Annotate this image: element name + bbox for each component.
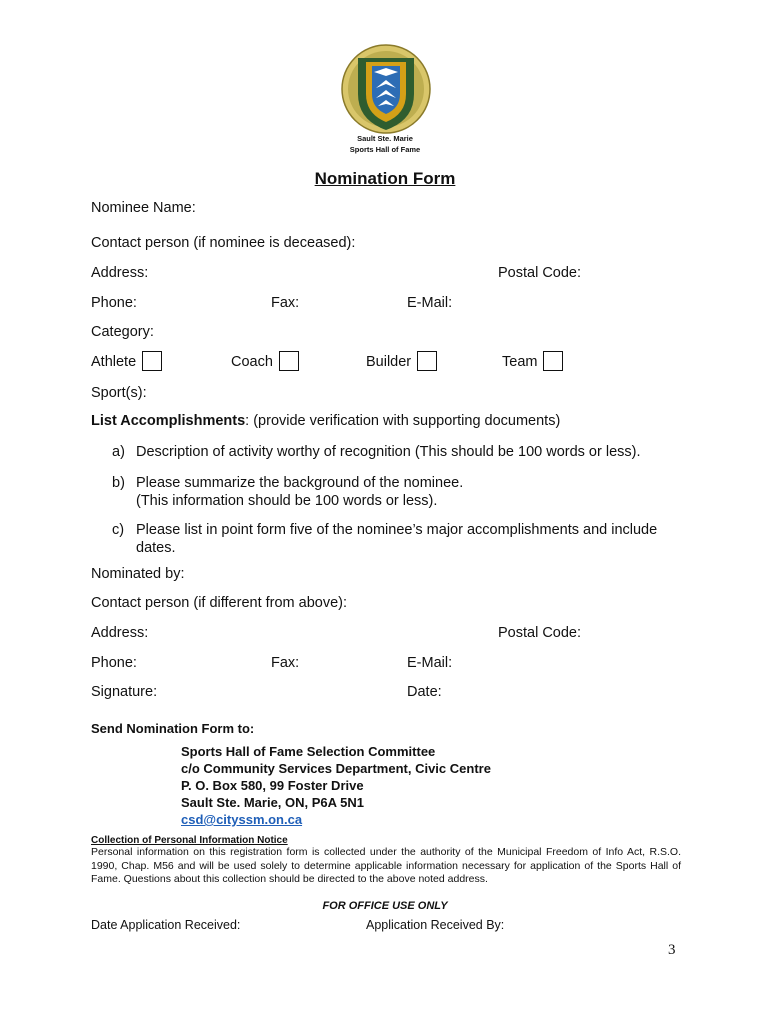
office-use-heading: FOR OFFICE USE ONLY: [322, 900, 448, 912]
accomplishments-heading: [91, 413, 560, 429]
accomplishment-text: Please list in point form five of the nominee’s major accomplishments and include: [136, 522, 658, 538]
received-by-label: Application Received By:: [366, 918, 505, 932]
privacy-notice: [91, 835, 681, 887]
accomplishment-marker: a): [112, 444, 125, 460]
category-coach-label: Coach: [231, 354, 273, 370]
accomplishment-item-a: [112, 444, 641, 460]
category-coach: [231, 352, 299, 372]
hall-of-fame-crest-icon: [336, 44, 436, 134]
nominator-address-label: Address:: [91, 625, 149, 641]
category-athlete-checkbox[interactable]: [142, 351, 162, 371]
send-heading: Send Nomination Form to:: [91, 721, 255, 736]
sport-label: Sport(s):: [91, 385, 147, 401]
nominator-fax-label: Fax:: [271, 655, 300, 671]
nominee-address-label: Address:: [91, 265, 149, 281]
category-builder: [366, 352, 437, 372]
accomplishments-heading-bold: List Accomplishments: [91, 413, 246, 429]
category-team: [502, 352, 563, 372]
address-line: P. O. Box 580, 99 Foster Drive: [181, 778, 364, 793]
accomplishment-text-continued: dates.: [136, 540, 176, 556]
nominee-phone-label: Phone:: [91, 295, 137, 311]
category-builder-label: Builder: [366, 354, 412, 370]
category-label: Category:: [91, 324, 154, 340]
mailing-address: [181, 743, 491, 828]
category-athlete-label: Athlete: [91, 354, 137, 370]
accomplishment-marker: c): [112, 522, 125, 538]
nominator-postal-label: Postal Code:: [498, 625, 582, 641]
nominee-name-label: Nominee Name:: [91, 200, 196, 216]
nominator-phone-label: Phone:: [91, 655, 137, 671]
logo-line-2: Sports Hall of Fame: [349, 145, 421, 154]
accomplishment-text: Description of activity worthy of recognition (This should be 100 words or less).: [136, 444, 641, 460]
nominated-by-label: Nominated by:: [91, 566, 185, 582]
page-title: Nomination Form: [314, 169, 456, 188]
nominator-email-label: E-Mail:: [407, 655, 453, 671]
logo: [336, 44, 436, 134]
notice-body: Personal information on this registration form is collected under the authority of the Municipal Freedom of Info Act, R.S.O. 1990, Chap. M56 and will be used solely to determine applicable information necessary for application of the Sports Hall of Fame. Questions about this collection should be directed to the above noted address.: [91, 846, 681, 885]
nominator-contact-label: Contact person (if different from above):: [91, 595, 348, 611]
date-received-label: Date Application Received:: [91, 918, 241, 932]
nominee-contact-label: Contact person (if nominee is deceased):: [91, 235, 356, 251]
nominee-email-label: E-Mail:: [407, 295, 453, 311]
category-athlete: [91, 352, 162, 372]
email-link[interactable]: csd@cityssm.on.ca: [181, 812, 303, 827]
address-line: Sault Ste. Marie, ON, P6A 5N1: [181, 795, 365, 810]
logo-caption: [300, 133, 470, 155]
nominee-fax-label: Fax:: [271, 295, 300, 311]
accomplishment-item-b: [112, 474, 463, 510]
nominee-postal-label: Postal Code:: [498, 265, 582, 281]
signature-label: Signature:: [91, 684, 158, 700]
notice-title: Collection of Personal Information Notice: [91, 835, 288, 846]
category-builder-checkbox[interactable]: [417, 351, 437, 371]
category-coach-checkbox[interactable]: [279, 351, 299, 371]
accomplishment-marker: b): [112, 475, 125, 491]
accomplishment-text-continued: (This information should be 100 words or less).: [136, 493, 438, 509]
page-number: 3: [668, 942, 676, 958]
accomplishment-item-c: [112, 521, 657, 557]
accomplishment-text: Please summarize the background of the nominee.: [136, 475, 464, 491]
address-line: Sports Hall of Fame Selection Committee: [181, 744, 436, 759]
category-team-label: Team: [502, 354, 538, 370]
accomplishments-heading-rest: : (provide verification with supporting documents): [245, 413, 561, 429]
logo-line-1: Sault Ste. Marie: [357, 134, 413, 143]
category-team-checkbox[interactable]: [543, 351, 563, 371]
address-line: c/o Community Services Department, Civic Centre: [181, 761, 491, 776]
date-label: Date:: [407, 684, 442, 700]
